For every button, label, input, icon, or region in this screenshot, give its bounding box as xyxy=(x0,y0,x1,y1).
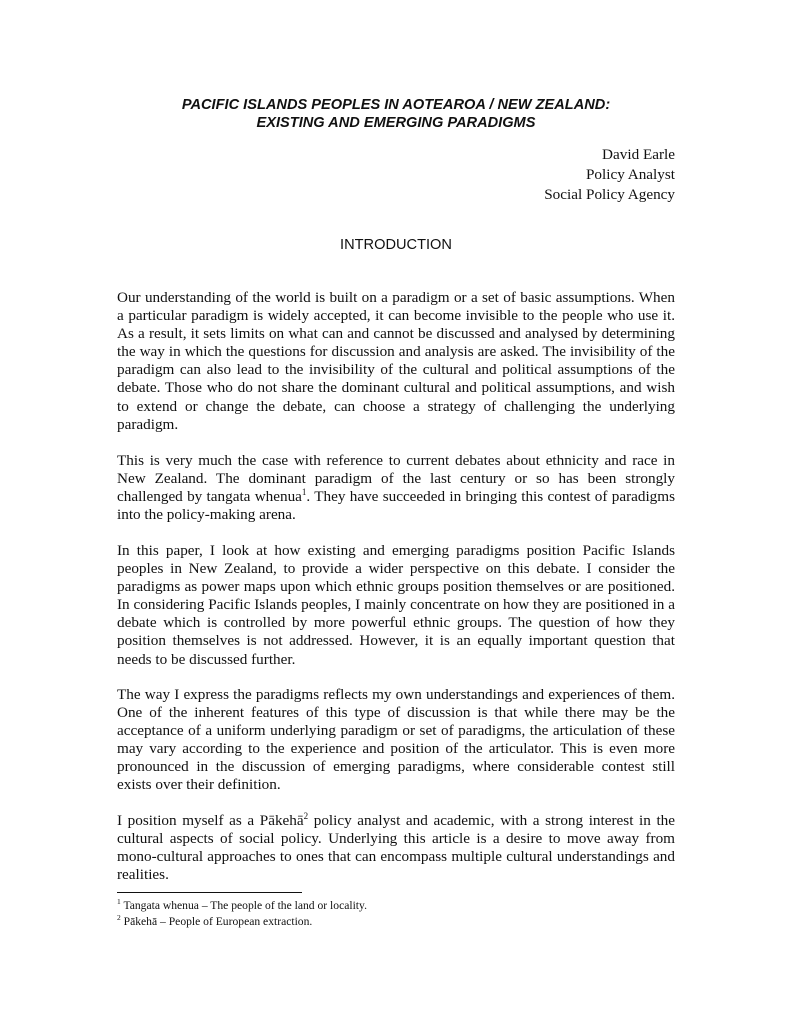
footnote-ref-2[interactable]: 2 xyxy=(303,810,309,821)
paragraph-1: Our understanding of the world is built on a paradigm or a set of basic assumptions. When a particular paradigm is widely accepted, it can become invisible to the people who use it. As a result, it sets limits on what can and cannot be discussed and analysed by determining the way in which the questions for discussion and analysis are asked. The invisibility of the paradigm can also lead to the invisibility of the cultural and political assumptions of the debate. Those who do not share the dominant cultural and political assumptions, and wish to extend or change the debate, can choose a strategy of challenging the underlying paradigm. xyxy=(117,289,675,433)
paragraph-2-text-start: This is very much the case with reference to current debates about ethnicity and race in New Zealand. The dominant paradigm of the last century or so has been strongly challenged by tangata whenua xyxy=(117,452,675,506)
paragraph-2 xyxy=(117,452,675,524)
author-role: Policy Analyst xyxy=(585,166,675,183)
paragraph-5 xyxy=(117,812,675,884)
footnote-2-number: 2 xyxy=(117,912,121,922)
footnote-ref-1[interactable]: 1 xyxy=(301,487,307,498)
footnote-2-text: Pākehā – People of European extraction. xyxy=(120,914,313,928)
paragraph-5-text-start: I position myself as a Pākehā xyxy=(117,812,304,829)
footnote-divider xyxy=(117,892,302,893)
author-block xyxy=(544,145,675,205)
title-line-1: PACIFIC ISLANDS PEOPLES IN AOTEAROA / NEW ZEALAND: xyxy=(181,97,611,113)
paragraph-4: The way I express the paradigms reflects my own understandings and experiences of them. One of the inherent features of this type of discussion is that while there may be the acceptance of a uniform underlying paradigm or set of paradigms, the articulation of these may vary according to the experience and position of the articulator. This is even more pronounced in the discussion of emerging paradigms, where considerable contest still exists over their definition. xyxy=(117,686,675,794)
section-heading-introduction: INTRODUCTION xyxy=(340,237,452,253)
title-line-2: EXISTING AND EMERGING PARADIGMS xyxy=(256,115,536,131)
footnote-2 xyxy=(117,914,367,930)
author-organization: Social Policy Agency xyxy=(544,186,675,203)
paragraph-2-text-end: . They have succeeded in bringing this contest of paradigms into the policy-making arena. xyxy=(117,488,675,524)
footnote-1 xyxy=(117,898,367,914)
footnote-1-text: Tangata whenua – The people of the land or locality. xyxy=(120,899,367,912)
author-name: David Earle xyxy=(602,146,675,163)
paragraph-3: In this paper, I look at how existing and emerging paradigms position Pacific Islands peoples in New Zealand, to provide a wider perspective on this debate. I consider the paradigms as power maps upon which ethnic groups position themselves or are positioned. In considering Pacific Islands peoples, I mainly concentrate on how they are positioned in a debate which is controlled by more powerful ethnic groups. The question of how they position themselves is not addressed. However, it is an equally important question that needs to be discussed further. xyxy=(117,542,675,668)
footnote-1-number: 1 xyxy=(117,897,121,907)
document-title xyxy=(117,96,675,132)
paragraph-5-text-end: policy analyst and academic, with a strong interest in the cultural aspects of social policy. Underlying this article is a desire to move away from mono-cultural approaches to ones that can encompass multiple cultural understandings and realities. xyxy=(117,812,675,884)
footnotes xyxy=(117,898,367,929)
